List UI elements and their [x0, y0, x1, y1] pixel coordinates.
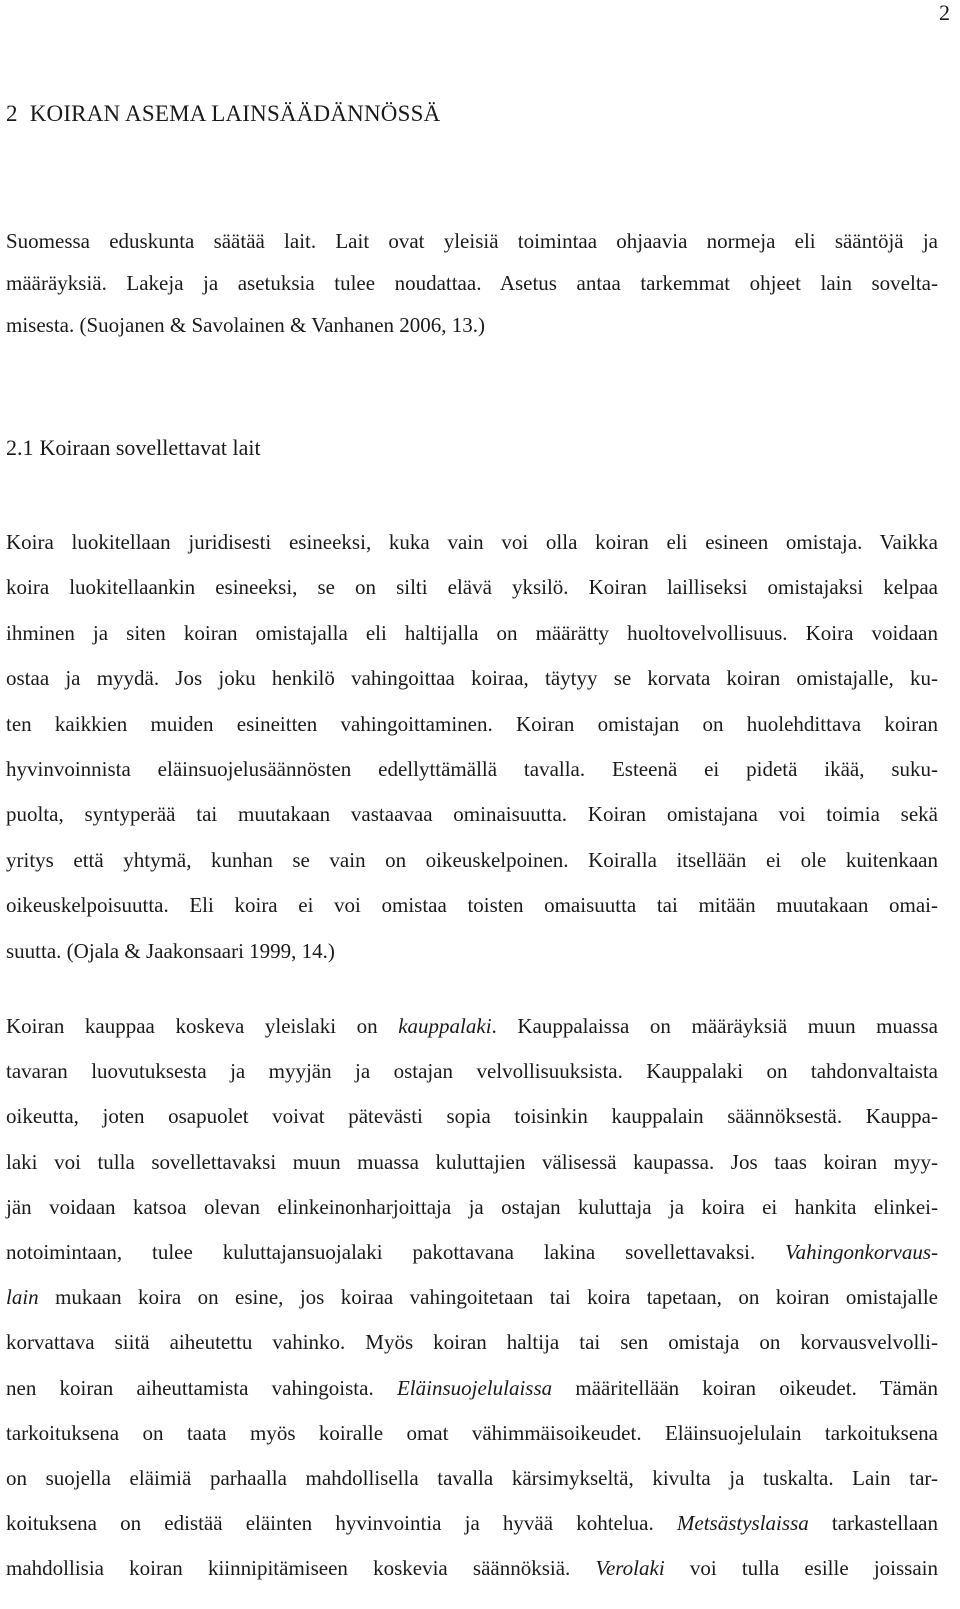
section-title: Koiraan sovellettavat lait	[39, 435, 261, 460]
law-name-metsastyslaki: Metsästyslaissa	[676, 1511, 809, 1536]
line-text: mahdollisia koiran kiinnipitämiseen koskevia säännöksiä.	[6, 1556, 596, 1581]
line-text: . Kauppalaissa on määräyksiä muun muassa	[491, 1014, 938, 1038]
section-heading	[6, 434, 261, 462]
paragraph-line: tarkoituksena on taata myös koiralle omat vähimmäisoikeudet. Eläinsuojelulain tarkoituksena	[6, 1420, 938, 1445]
paragraph-line: koira luokitellaankin esineeksi, se on silti elävä yksilö. Koiran lailliseksi omistajaksi kelpaa	[6, 575, 938, 600]
line-text: määritellään koiran oikeudet. Tämän	[552, 1375, 938, 1400]
line-text: voi tulla esille joissain	[664, 1556, 938, 1581]
law-name-kauppalaki: kauppalaki	[398, 1014, 492, 1038]
paragraph-line: on suojella eläimiä parhaalla mahdollisella tavalla kärsimykseltä, kivulta ja tuskalta. Lain tar-	[6, 1465, 938, 1490]
paragraph-line: oikeuskelpoisuutta. Eli koira ei voi omistaa toisten omaisuutta tai mitään muutakaan omai-	[6, 893, 938, 918]
paragraph-line: ihminen ja siten koiran omistajalla eli haltijalla on määrätty huoltovelvollisuus. Koira voidaan	[6, 620, 938, 645]
line-text: Koiran kauppaa koskeva yleislaki on	[6, 1014, 399, 1038]
paragraph-line: yritys että yhtymä, kunhan se vain on oikeuskelpoinen. Koiralla itsellään ei ole kuitenkaan	[6, 847, 938, 872]
paragraph-line	[6, 1283, 938, 1328]
line-text: tarkastellaan	[808, 1511, 938, 1536]
paragraph-line: Koira luokitellaan juridisesti esineeksi, kuka vain voi olla koiran eli esineen omistaja. Vaikka	[6, 530, 938, 554]
law-name-elainsuojelulaki: Eläinsuojelulaissa	[396, 1375, 553, 1400]
paragraph-line: suutta. (Ojala & Jaakonsaari 1999, 14.)	[6, 938, 335, 963]
paragraph-line: puolta, syntyperää tai muutakaan vastaavaa ominaisuutta. Koiran omistajana voi toimia sekä	[6, 802, 938, 827]
applicable-laws-paragraph	[6, 1012, 938, 1599]
page-number: 2	[939, 0, 950, 25]
paragraph-line: ten kaikkien muiden esineitten vahingoittaminen. Koiran omistajan on huolehdittava koiran	[6, 711, 938, 736]
chapter-number: 2	[6, 101, 18, 126]
line-text: notoimintaan, tulee kuluttajansuojalaki pakottavana lakina sovellettavaksi.	[6, 1239, 786, 1264]
paragraph-line: oikeutta, joten osapuolet voivat pätevästi sopia toisinkin kauppalain säännöksestä. Kauppa-	[6, 1104, 938, 1129]
chapter-title: KOIRAN ASEMA LAINSÄÄDÄNNÖSSÄ	[29, 101, 441, 126]
paragraph-line	[6, 1374, 938, 1419]
section-number: 2.1	[6, 435, 34, 460]
paragraph-line: tavaran luovutuksesta ja myyjän ja ostajan velvollisuuksista. Kauppalaki on tahdonvaltaista	[6, 1059, 938, 1084]
chapter-heading	[6, 100, 440, 128]
paragraph-line	[6, 1554, 938, 1599]
paragraph-line: ostaa ja myydä. Jos joku henkilö vahingoittaa koiraa, täytyy se korvata koiran omistajalle, ku-	[6, 666, 938, 691]
law-name-vahingonkorvauslaki: lain	[6, 1285, 39, 1310]
line-text: koituksena on edistää eläinten hyvinvointia ja hyvää kohtelua.	[6, 1511, 677, 1536]
paragraph-line: hyvinvoinnista eläinsuojelusäännösten edellyttämällä tavalla. Esteenä ei pidetä ikää, suku-	[6, 756, 938, 781]
law-name-verolaki: Verolaki	[595, 1556, 665, 1581]
intro-paragraph	[6, 228, 938, 354]
paragraph-line	[6, 1238, 938, 1283]
paragraph-line: Suomessa eduskunta säätää lait. Lait ovat yleisiä toimintaa ohjaavia normeja eli sääntöjä ja	[6, 229, 938, 253]
paragraph-line: määräyksiä. Lakeja ja asetuksia tulee noudattaa. Asetus antaa tarkemmat ohjeet lain sovelta-	[6, 271, 938, 295]
paragraph-line: korvattava siitä aiheutettu vahinko. Myös koiran haltija tai sen omistaja on korvausvelvolli-	[6, 1330, 938, 1355]
line-text: nen koiran aiheuttamista vahingoista.	[6, 1375, 397, 1400]
paragraph-line	[6, 1012, 938, 1057]
paragraph-line: laki voi tulla sovellettavaksi muun muassa kuluttajien välisessä kaupassa. Jos taas koiran myy-	[6, 1149, 938, 1174]
legal-status-paragraph	[6, 528, 938, 982]
paragraph-line: misesta. (Suojanen & Savolainen & Vanhanen 2006, 13.)	[6, 313, 486, 337]
paragraph-line: jän voidaan katsoa olevan elinkeinonharjoittaja ja ostajan kuluttaja ja koira ei hankita elinkei-	[6, 1194, 938, 1219]
paragraph-line	[6, 1509, 938, 1554]
line-text: mukaan koira on esine, jos koiraa vahingoitetaan tai koira tapetaan, on koiran omistajalle	[38, 1285, 938, 1310]
law-name-vahingonkorvauslaki: Vahingonkorvaus-	[785, 1239, 938, 1264]
